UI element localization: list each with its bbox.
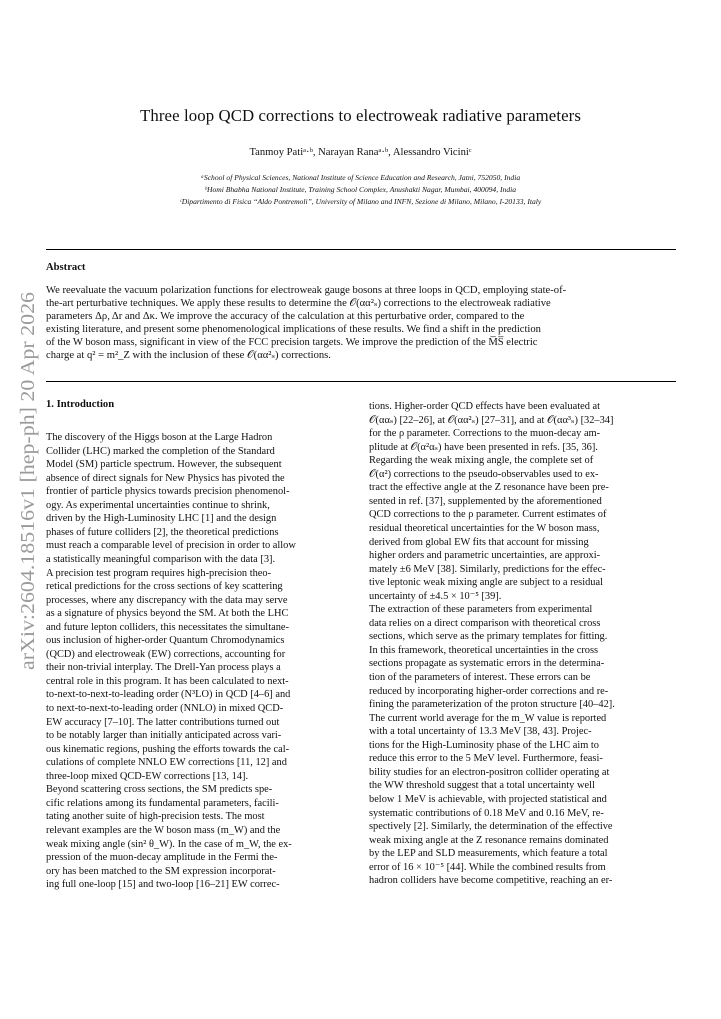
body-text-line: the WW threshold suggest that a total uncertainty well (369, 780, 595, 792)
author-list: Tanmoy Patiᵃ·ᵇ, Narayan Ranaᵃ·ᵇ, Alessandro Viciniᶜ (249, 147, 472, 158)
body-text-line: Beyond scattering cross sections, the SM predicts spe- (46, 784, 273, 796)
affiliation-a: ᵃSchool of Physical Sciences, National Institute of Science Education and Research, Jatni, 752050, India (200, 173, 521, 182)
body-text-line: absence of direct signals for New Physics has pivoted the (46, 472, 285, 484)
body-text-line: (QCD) and electroweak (EW) corrections, accounting for (46, 648, 286, 660)
body-text-line: to next-to-next-to-leading order (NNLO) in mixed QCD- (46, 703, 284, 714)
body-text-line: to-next-to-next-to-leading order (N³LO) in QCD [4–6] and (46, 689, 291, 701)
body-text-line: 𝒪(ααₛ) [22–26], at 𝒪(αα²ₛ) [27–31], and at 𝒪(αα³ₛ) [32–34] (369, 414, 614, 426)
body-text-line: central role in this program. It has been calculated to next- (46, 675, 289, 687)
body-text-line: The discovery of the Higgs boson at the Large Hadron (46, 432, 273, 443)
body-text-line: must reach a comparable level of precision in order to allow (46, 540, 296, 552)
abstract-line: charge at q² = m²_Z with the inclusion of these 𝒪(αα²ₛ) corrections. (46, 350, 331, 361)
body-text-line: 𝒪(α²) corrections to the pseudo-observables used to ex- (369, 468, 599, 480)
body-text-line: Model (SM) particle spectrum. However, the subsequent (46, 459, 282, 471)
body-text-line: their non-trivial interplay. The Drell-Yan process plays a (46, 662, 281, 674)
body-text-line: EW accuracy [7–10]. The latter contributions turned out (46, 716, 280, 728)
abstract-rule (46, 381, 676, 382)
body-text-line: with a total uncertainty of 13.3 MeV [38, 43]. Projec- (369, 726, 592, 738)
body-text-line: three-loop mixed QCD-EW corrections [13, 14]. (46, 770, 249, 782)
abstract-line: parameters Δρ, Δr and Δκ. We improve the accuracy of the calculation at this perturbative order, compared to the (46, 311, 525, 322)
body-text-line: spectively [2]. Similarly, the determination of the effective (369, 821, 613, 833)
abstract-line: of the W boson mass, significant in view of the FCC precision targets. We improve the prediction of the M̅S̅ electric (46, 337, 538, 348)
body-text-line: processes, where any discrepancy with the data may serve (46, 594, 288, 606)
abstract-line: existing literature, and present some phenomenological implications of these results. We find a shift in the prediction (46, 324, 541, 335)
body-text-line: mately ±6 MeV [38]. Similarly, predictions for the effec- (369, 563, 606, 575)
body-text-line: to be notably larger than initially anticipated across vari- (46, 730, 282, 742)
arxiv-watermark (4, 290, 44, 670)
body-text-line: culations of complete NNLO EW corrections [11, 12] and (46, 757, 287, 769)
body-text-line: ous inclusion of higher-order Quantum Chromodynamics (46, 635, 285, 647)
body-text-line: residual theoretical uncertainties for the W boson mass, (369, 522, 600, 534)
body-text-line: higher orders and parametric uncertainties, are approxi- (369, 550, 601, 562)
top-rule (46, 249, 676, 250)
body-text-line: Regarding the weak mixing angle, the complete set of (369, 455, 594, 467)
body-text-line: phases of future colliders [2], the theoretical predictions (46, 526, 279, 538)
body-text-line: error of 16 × 10⁻⁵ [44]. While the combined results from (369, 861, 606, 873)
body-text-line: plitude at 𝒪(α²αₛ) have been presented in refs. [35, 36]. (369, 441, 598, 453)
body-text-line: reduce this error to the 5 MeV level. Furthermore, feasi- (369, 753, 603, 765)
body-text-line: data relies on a direct comparison with theoretical cross (369, 617, 601, 629)
body-text-line: hadron colliders have become competitive, reaching an er- (369, 875, 613, 887)
body-text-line: sections, which serve as the primary templates for fitting. (369, 631, 608, 643)
body-text-line: relevant examples are the W boson mass (m_W) and the (46, 824, 281, 836)
body-text-line: tive leptonic weak mixing angle are subject to a residual (369, 577, 603, 589)
body-text-line: retical predictions for the cross sections of key scattering (46, 581, 283, 593)
body-text-line: systematic contributions of 0.18 MeV and 0.16 MeV, re- (369, 807, 604, 819)
body-text-line: ous kinematic regions, pushing the efforts towards the cal- (46, 743, 290, 755)
body-text-line: sented in ref. [37], supplemented by the aforementioned (369, 495, 602, 507)
body-text-line: A precision test program requires high-precision theo- (46, 567, 272, 579)
abstract-line: We reevaluate the vacuum polarization functions for electroweak gauge bosons at three loops in QCD, employing state-of- (46, 285, 567, 296)
body-text-line: frontier of particle physics towards precision phenomenol- (46, 486, 290, 498)
body-text-line: QCD corrections to the ρ parameter. Current estimates of (369, 509, 607, 521)
body-text-line: tions. Higher-order QCD effects have been evaluated at (369, 401, 600, 412)
body-text-line: ory has been matched to the SM expression incorporat- (46, 865, 276, 877)
body-text-line: ogy. As experimental uncertainties continue to shrink, (46, 499, 270, 511)
body-text-line: a statistically meaningful comparison with the data [3]. (46, 553, 276, 565)
body-text-line: for the ρ parameter. Corrections to the muon-decay am- (369, 428, 601, 440)
body-text-line: bility studies for an electron-positron collider operating at (369, 766, 610, 778)
paper-title: Three loop QCD corrections to electroweak radiative parameters (140, 106, 581, 125)
body-text-line: derived from global EW fits that account for missing (369, 536, 589, 548)
body-text-line: In this framework, theoretical uncertainties in the cross (369, 644, 599, 656)
affiliation-c: ᶜDipartimento di Fisica “Aldo Pontremoli”, University of Milano and INFN, Sezione di Milano, Milano, I-20133, Italy (179, 197, 542, 206)
abstract-heading: Abstract (46, 262, 86, 273)
body-text-line: weak mixing angle (sin² θ_W). In the case of m_W, the ex- (46, 838, 292, 850)
body-text-line: The extraction of these parameters from experimental (369, 604, 593, 616)
body-text-line: reduced by incorporating higher-order corrections and re- (369, 685, 609, 697)
body-text-line: cific relations among its fundamental parameters, facili- (46, 797, 279, 809)
body-text-line: tion of the parameters of interest. These errors can be (369, 672, 591, 683)
body-text-line: and future lepton colliders, this necessitates the simultane- (46, 621, 289, 633)
body-text-line: as a signature of physics beyond the SM. At both the LHC (46, 608, 289, 620)
body-text-line: pression of the muon-decay amplitude in the Fermi the- (46, 852, 278, 864)
body-text-line: sections propagate as systematic errors in the determina- (369, 658, 605, 670)
body-text-line: ing full one-loop [15] and two-loop [16–21] EW correc- (46, 879, 280, 891)
body-text-line: The current world average for the m_W value is reported (369, 712, 607, 724)
body-text-line: Collider (LHC) marked the completion of the Standard (46, 445, 275, 457)
body-text-line: tions for the High-Luminosity phase of the LHC aim to (369, 739, 600, 751)
body-text-line: tract the effective angle at the Z resonance have been pre- (369, 482, 609, 494)
body-text-line: driven by the High-Luminosity LHC [1] and the design (46, 513, 277, 525)
affiliation-b: ᵇHomi Bhabha National Institute, Training School Complex, Anushakti Nagar, Mumbai, 400094, India (204, 185, 517, 194)
body-text-line: tating another suite of high-precision tests. The most (46, 811, 265, 823)
abstract-line: the-art perturbative techniques. We apply these results to determine the 𝒪(αα²ₛ) corrections to the electroweak radiative (46, 298, 551, 309)
body-text-line: fining the parameterization of the proton structure [40–42]. (369, 699, 615, 711)
body-text-line: by the LEP and SLD measurements, which feature a total (369, 848, 608, 860)
section-heading-introduction: 1. Introduction (46, 399, 115, 410)
body-text-line: weak mixing angle at the Z resonance remains dominated (369, 834, 609, 846)
body-text-line: uncertainty of ±4.5 × 10⁻⁵ [39]. (369, 590, 502, 602)
arxiv-id-text: arXiv:2604.18516v1 [hep-ph] 20 Apr 2026 (17, 316, 39, 670)
body-text-line: below 1 MeV is achievable, with projected statistical and (369, 793, 607, 805)
